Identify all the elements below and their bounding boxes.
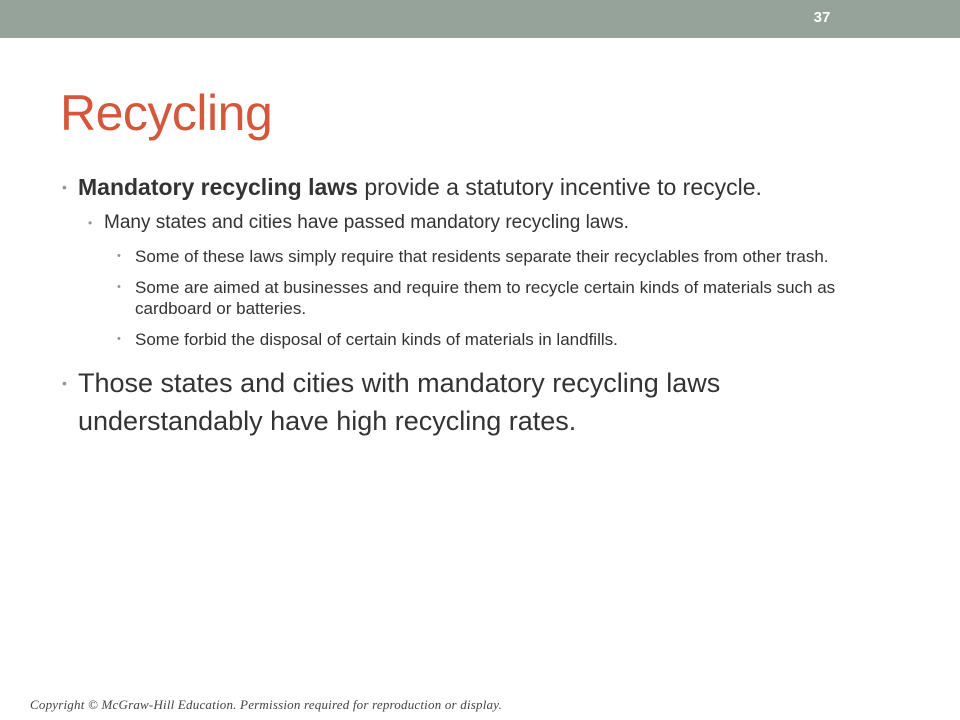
bullet-text: Many states and cities have passed mandatory recycling laws.	[104, 212, 629, 233]
bullet-dot-icon: •	[117, 250, 121, 262]
bullet-dot-icon: •	[88, 216, 93, 230]
slide-number: 37	[813, 9, 831, 26]
top-bar	[0, 0, 960, 38]
bullet-dot-icon: •	[117, 333, 121, 345]
bullet-states-cities	[62, 211, 862, 235]
bullet-text: Some of these laws simply require that residents separate their recyclables from other trash.	[135, 247, 829, 266]
bullet-list	[62, 172, 862, 440]
bullet-residents	[62, 246, 862, 267]
bold-term: Mandatory recycling laws	[78, 174, 358, 200]
bullet-businesses	[62, 277, 862, 319]
slide-title: Recycling	[60, 85, 273, 141]
bullet-text: Some forbid the disposal of certain kinds of materials in landfills.	[135, 330, 618, 349]
bullet-text: provide a statutory incentive to recycle.	[357, 174, 762, 200]
bullet-mandatory-laws	[62, 172, 862, 202]
bullet-high-rates	[62, 364, 862, 440]
copyright-notice: Copyright © McGraw-Hill Education. Permission required for reproduction or display.	[30, 697, 502, 712]
bullet-dot-icon: •	[62, 375, 67, 391]
bullet-landfills	[62, 329, 862, 350]
bullet-text: Those states and cities with mandatory recycling laws understandably have high recycling rates.	[78, 368, 721, 436]
bullet-dot-icon: •	[117, 281, 121, 293]
bullet-text: Some are aimed at businesses and require them to recycle certain kinds of materials such as cardboard or batteries.	[135, 278, 836, 318]
bullet-dot-icon: •	[62, 179, 67, 195]
